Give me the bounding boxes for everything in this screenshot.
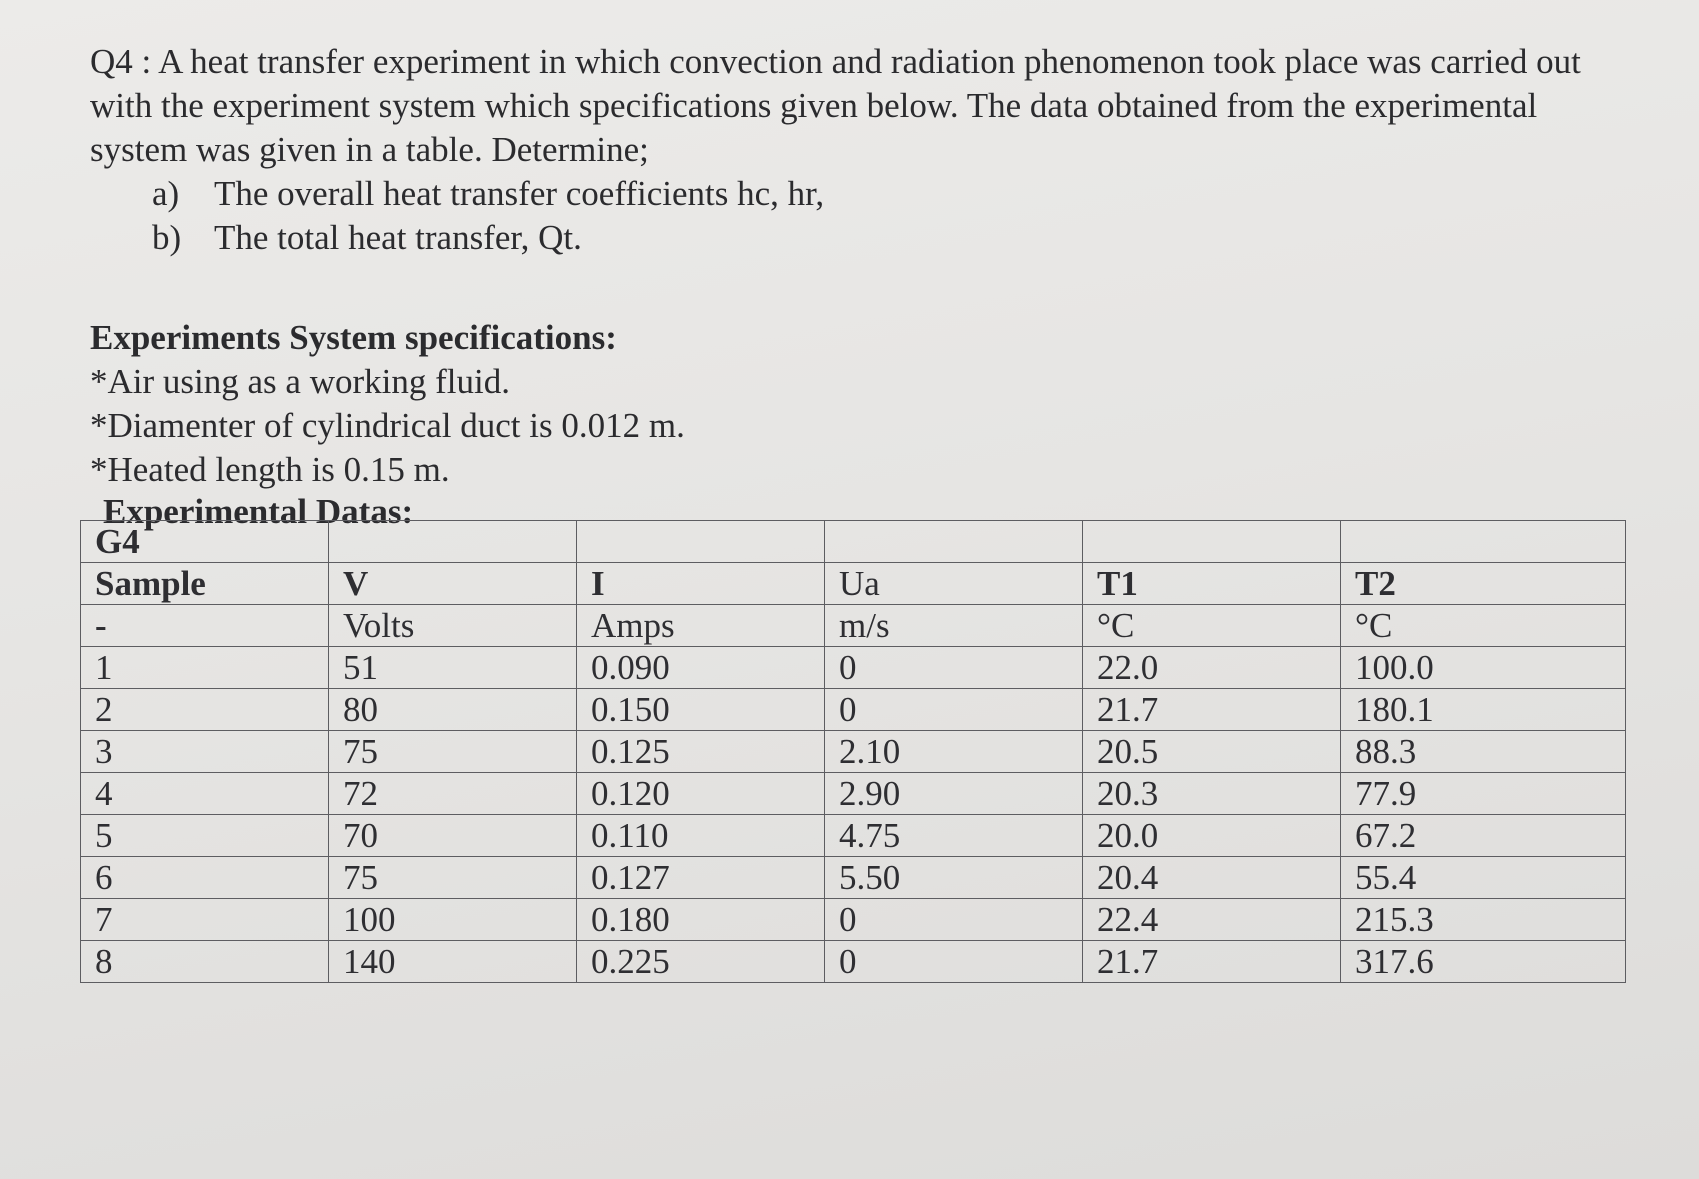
table-cell: 20.3 xyxy=(1083,773,1341,815)
question-item-marker: a) xyxy=(152,174,180,213)
table-cell: 7 xyxy=(81,899,329,941)
table-cell: 0.180 xyxy=(577,899,825,941)
table-row xyxy=(81,941,1626,983)
table-row xyxy=(81,647,1626,689)
table-cell: 100.0 xyxy=(1341,647,1626,689)
table-cell: 72 xyxy=(329,773,577,815)
table-cell: 20.4 xyxy=(1083,857,1341,899)
table-cell: 21.7 xyxy=(1083,689,1341,731)
table-cell: 22.4 xyxy=(1083,899,1341,941)
table-cell: 5.50 xyxy=(825,857,1083,899)
specification-item: *Air using as a working fluid. xyxy=(90,362,510,401)
question-item-a xyxy=(152,172,1650,216)
table-cell xyxy=(577,521,825,563)
question-list xyxy=(90,172,1650,260)
unit-cell: Volts xyxy=(329,605,577,647)
table-group-row xyxy=(81,521,1626,563)
table-cell: 67.2 xyxy=(1341,815,1626,857)
table-cell: 0.125 xyxy=(577,731,825,773)
table-cell: 0 xyxy=(825,899,1083,941)
table-cell: 0.120 xyxy=(577,773,825,815)
header-cell: Ua xyxy=(825,563,1083,605)
question-item-marker: b) xyxy=(152,218,182,257)
table-cell: 0 xyxy=(825,689,1083,731)
table-cell: 80 xyxy=(329,689,577,731)
specification-item: *Diamenter of cylindrical duct is 0.012 m. xyxy=(90,406,685,445)
question-item-text: The total heat transfer, Qt. xyxy=(214,218,582,257)
question-item-b xyxy=(152,216,1650,260)
group-label-cell: G4 xyxy=(81,521,329,563)
table-cell: 5 xyxy=(81,815,329,857)
table-cell: 0.225 xyxy=(577,941,825,983)
header-cell: T2 xyxy=(1341,563,1626,605)
table-cell: 3 xyxy=(81,731,329,773)
table-cell: 0.110 xyxy=(577,815,825,857)
table-cell: 4.75 xyxy=(825,815,1083,857)
table-cell: 70 xyxy=(329,815,577,857)
table-row xyxy=(81,773,1626,815)
table-cell: 0.127 xyxy=(577,857,825,899)
table-header-row xyxy=(81,563,1626,605)
document-page xyxy=(90,40,1650,532)
table-cell: 20.0 xyxy=(1083,815,1341,857)
table-cell: 21.7 xyxy=(1083,941,1341,983)
table-cell: 55.4 xyxy=(1341,857,1626,899)
table-cell xyxy=(1341,521,1626,563)
table-cell: 215.3 xyxy=(1341,899,1626,941)
table-row xyxy=(81,857,1626,899)
unit-cell: Amps xyxy=(577,605,825,647)
header-cell: Sample xyxy=(81,563,329,605)
table-cell: 0 xyxy=(825,941,1083,983)
question-item-text: The overall heat transfer coefficients hc, hr, xyxy=(214,174,825,213)
table-cell xyxy=(825,521,1083,563)
table-row xyxy=(81,731,1626,773)
table-cell: 75 xyxy=(329,857,577,899)
table-cell: 140 xyxy=(329,941,577,983)
table-cell: 2.10 xyxy=(825,731,1083,773)
unit-cell: m/s xyxy=(825,605,1083,647)
header-cell: V xyxy=(329,563,577,605)
table-cell: 77.9 xyxy=(1341,773,1626,815)
table-cell: 4 xyxy=(81,773,329,815)
table-cell: 6 xyxy=(81,857,329,899)
unit-cell: - xyxy=(81,605,329,647)
unit-cell: °C xyxy=(1341,605,1626,647)
table-cell: 0.090 xyxy=(577,647,825,689)
table-cell: 20.5 xyxy=(1083,731,1341,773)
table-cell: 0.150 xyxy=(577,689,825,731)
data-title: Experimental Datas: xyxy=(103,492,414,531)
experimental-data-table xyxy=(80,520,1626,983)
table-cell: 0 xyxy=(825,647,1083,689)
unit-cell: °C xyxy=(1083,605,1341,647)
specification-item: *Heated length is 0.15 m. xyxy=(90,450,450,489)
header-cell: I xyxy=(577,563,825,605)
specifications-section xyxy=(90,316,1650,532)
table-row xyxy=(81,815,1626,857)
table-cell xyxy=(1083,521,1341,563)
table-cell: 317.6 xyxy=(1341,941,1626,983)
table-cell: 51 xyxy=(329,647,577,689)
table-cell: 8 xyxy=(81,941,329,983)
table-cell: 88.3 xyxy=(1341,731,1626,773)
table-cell: 75 xyxy=(329,731,577,773)
table-cell: 22.0 xyxy=(1083,647,1341,689)
table-cell: 180.1 xyxy=(1341,689,1626,731)
table-cell: 2 xyxy=(81,689,329,731)
table-cell xyxy=(329,521,577,563)
table-row xyxy=(81,689,1626,731)
table-units-row xyxy=(81,605,1626,647)
table-row xyxy=(81,899,1626,941)
table-cell: 1 xyxy=(81,647,329,689)
table-cell: 2.90 xyxy=(825,773,1083,815)
specifications-title: Experiments System specifications: xyxy=(90,318,617,357)
table-cell: 100 xyxy=(329,899,577,941)
header-cell: T1 xyxy=(1083,563,1341,605)
question-text: Q4 : A heat transfer experiment in which convection and radiation phenomenon took place was carried out with the experiment system which specifications given below. The data obtained from the experimental system was given in a table. Determine; xyxy=(90,42,1581,169)
